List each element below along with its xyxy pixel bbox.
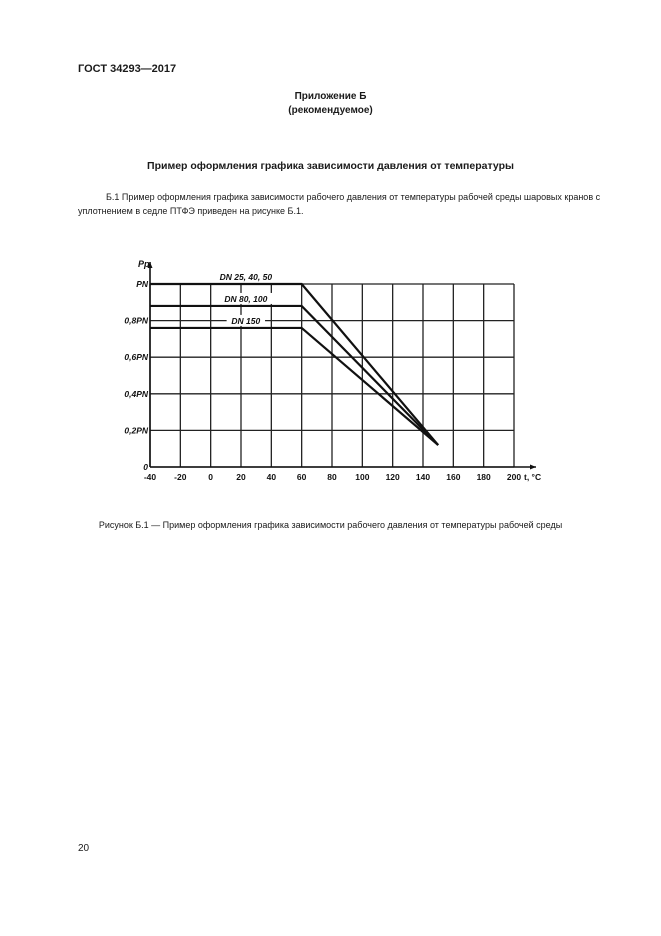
x-tick-label: 60 (296, 472, 307, 482)
paragraph: Б.1 Пример оформления графика зависимости рабочего давления от температуры рабочей среды шаровых кранов с уплотнением в седле ПТФЭ приведен на рисунке Б.1. (78, 192, 601, 216)
x-tick-label: -40 (143, 472, 157, 482)
y-tick-label: 0,6PN (124, 352, 148, 363)
series-line (150, 328, 438, 445)
x-tick-label: 180 (476, 472, 491, 482)
y-tick-label: 0,8PN (124, 315, 148, 326)
y-tick-label: PN (136, 279, 148, 289)
x-tick-label: -20 (174, 472, 187, 482)
figure-caption: Рисунок Б.1 — Пример оформления графика зависимости рабочего давления от температуры рабочей среды (98, 520, 563, 530)
series-line (150, 284, 438, 445)
appendix-subtitle: (рекомендуемое) (288, 105, 373, 116)
y-axis-label: Pр (138, 259, 150, 269)
y-tick-label: 0 (143, 462, 148, 472)
y-tick-label: 0,2PN (124, 425, 148, 436)
x-tick-label: 200 (506, 472, 522, 482)
x-tick-label: 100 (355, 472, 370, 482)
x-axis-label: t, °C (524, 472, 542, 482)
x-axis-arrow (530, 465, 536, 470)
y-tick-label: 0,4PN (124, 388, 148, 399)
appendix-title: Приложение Б (294, 91, 367, 102)
x-tick-label: 140 (415, 472, 431, 482)
x-tick-label: 0 (208, 472, 214, 482)
series-label: DN 80, 100 (224, 293, 268, 304)
section-title: Пример оформления графика зависимости давления от температуры (147, 160, 514, 172)
series-label: DN 150 (231, 315, 261, 326)
page-number: 20 (78, 843, 90, 854)
x-tick-label: 160 (446, 472, 461, 482)
x-tick-label: 20 (236, 472, 246, 482)
standard-header: ГОСТ 34293—2017 (78, 63, 177, 75)
pressure-temperature-chart (0, 250, 661, 490)
x-tick-label: 40 (266, 472, 277, 482)
series-label: DN 25, 40, 50 (219, 272, 273, 282)
x-tick-label: 120 (385, 472, 400, 482)
x-tick-label: 80 (327, 472, 337, 482)
